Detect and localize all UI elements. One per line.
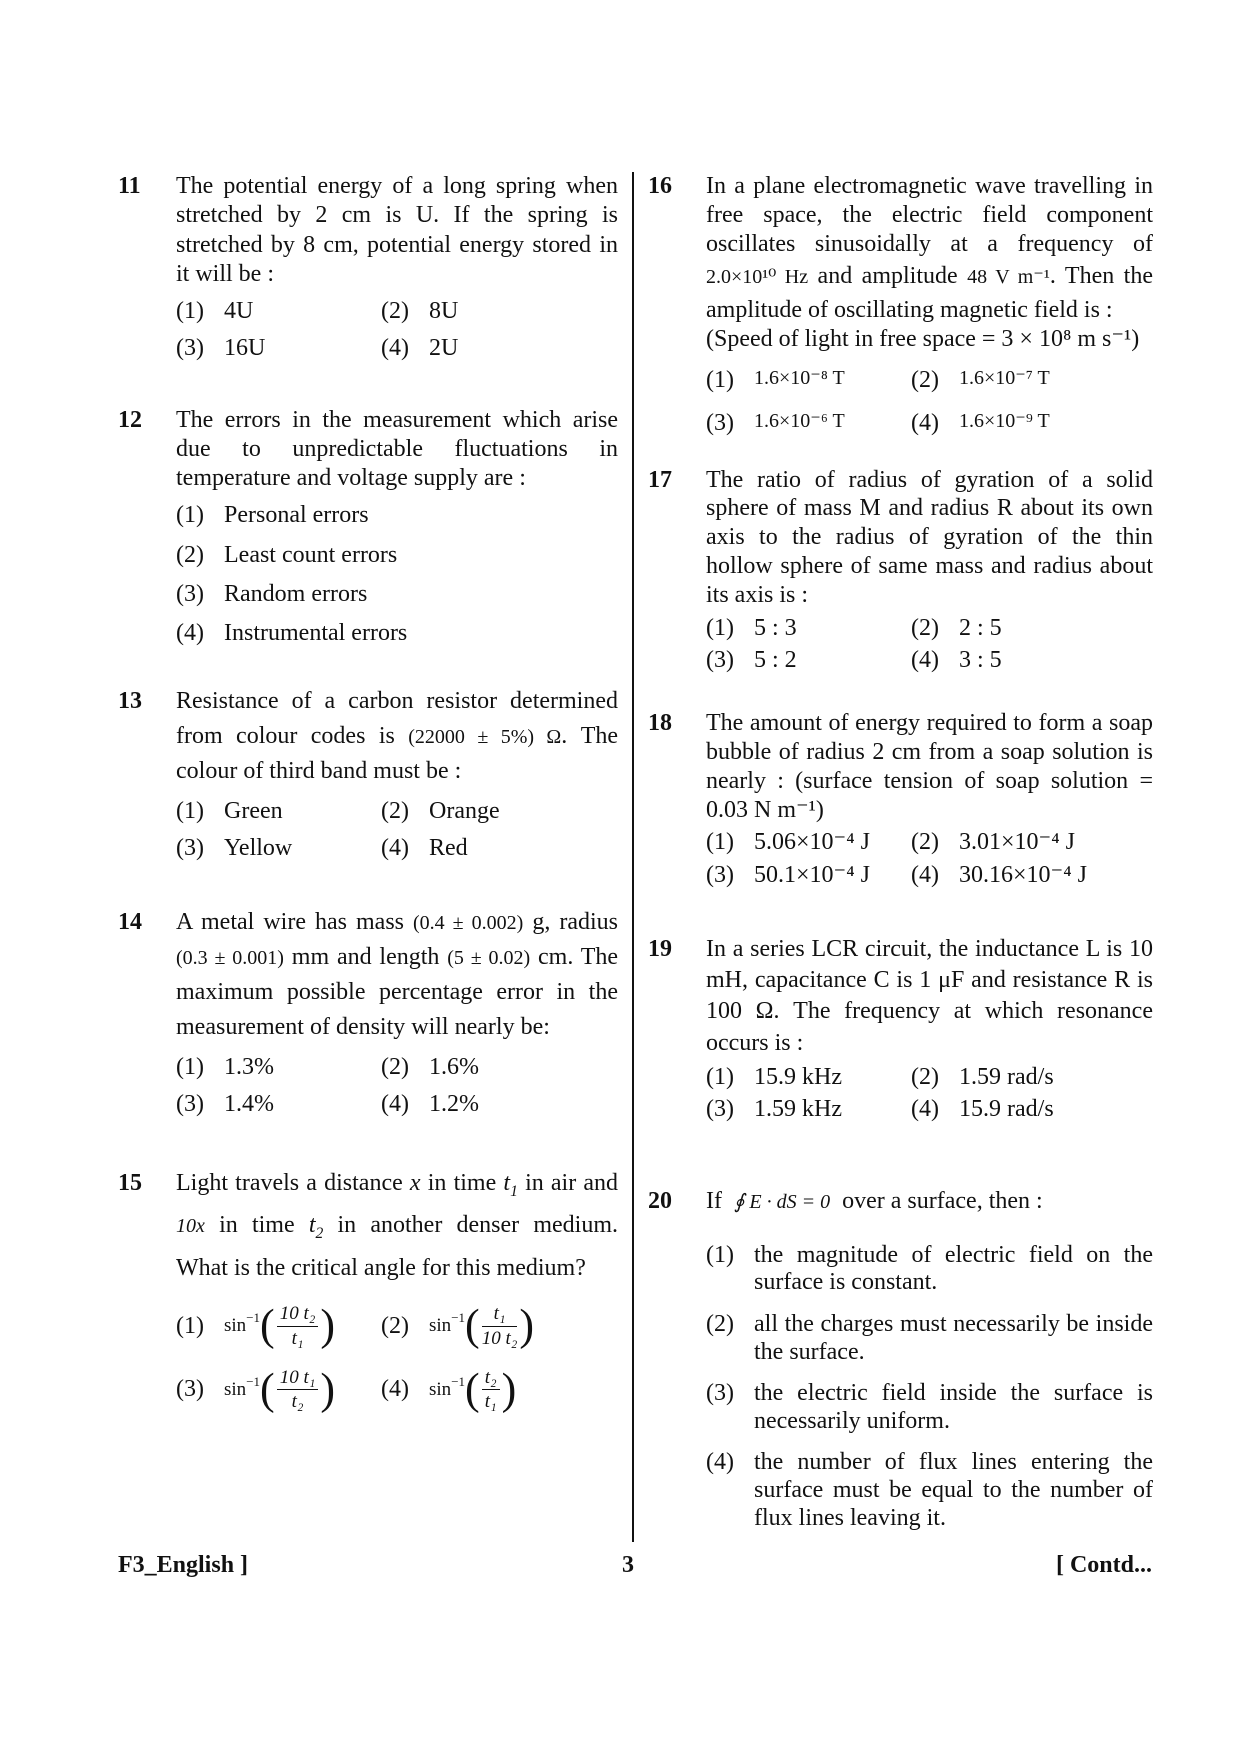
option-4[interactable]: (4) $\sin^{-1}$( $\frac{\text{t₂}}{\text{t₁}}$ )	[381, 1364, 517, 1414]
question-number: 15	[118, 1170, 142, 1197]
question-text: The amount of energy required to form a soap bubble of radius 2 cm from a soap solution is nearly : (surface tension of soap solution = 0.03 N m⁻¹)	[706, 710, 1153, 823]
question-17	[648, 466, 1153, 676]
option-1[interactable]: (1) 15.9 kHz	[706, 1063, 842, 1090]
option-1[interactable]: (1) 4U	[176, 298, 254, 325]
question-text: If ∮ E · dS = 0 over a surface, then :	[706, 1188, 1043, 1215]
question-number: 18	[648, 710, 672, 737]
question-text: The ratio of radius of gyration of a solid sphere of mass M and radius R about its own axis to the radius of gyration of the thin hollow sphere of same mass and radius about its axis is :	[706, 466, 1153, 608]
option-4[interactable]: (4) 2U	[381, 335, 459, 362]
option-3[interactable]: (3) 1.59 kHz	[706, 1096, 842, 1123]
question-19	[648, 934, 1153, 1124]
option-2[interactable]: (2) 8U	[381, 298, 459, 325]
question-text: Light travels a distance x in time $t_1$ in air and 10x in time $t_2$ in another denser medium. What is the critical angle for this medium?	[176, 1170, 619, 1281]
question-text: A metal wire has mass (0.4 ± 0.002) g, radius (0.3 ± 0.001) mm and length (5 ± 0.02) cm. The maximum possible percentage error in the measurement of density will nearly be:	[176, 909, 619, 1040]
option-1[interactable]: (1) Personal errors	[176, 502, 369, 529]
option-1[interactable]: (1) 5.06×10⁻⁴ J	[706, 829, 870, 856]
question-16	[648, 172, 1153, 438]
question-12	[118, 406, 618, 649]
option-1[interactable]: (1) Green	[176, 797, 283, 824]
option-4[interactable]: (4) 1.6×10⁻⁹ T	[911, 409, 1050, 436]
option-1[interactable]: (1) 1.6×10⁻⁸ T	[706, 366, 845, 393]
option-2[interactable]: (2) all the charges must necessarily be inside the surface.	[706, 1311, 1153, 1365]
question-15	[118, 1163, 618, 1413]
question-number: 19	[648, 935, 672, 962]
question-number: 20	[648, 1188, 672, 1215]
column-divider	[632, 172, 634, 1542]
question-number: 17	[648, 466, 672, 493]
option-2[interactable]: (2) 1.6%	[381, 1053, 479, 1080]
question-text: Resistance of a carbon resistor determined from colour codes is (22000 ± 5%) Ω. The colour of third band must be :	[176, 688, 619, 785]
option-3[interactable]: (3) the electric field inside the surface is necessarily uniform.	[706, 1380, 1153, 1434]
question-text: In a series LCR circuit, the inductance L is 10 mH, capacitance C is 1 μF and resistance R is 100 Ω. The frequency at which resonance occurs is :	[706, 935, 1153, 1056]
option-2[interactable]: (2) 2 : 5	[911, 614, 1002, 641]
footer-continued: [ Contd...	[1055, 1552, 1152, 1578]
option-3[interactable]: (3) 1.6×10⁻⁶ T	[706, 409, 845, 436]
option-2[interactable]: (2) 1.59 rad/s	[911, 1063, 1054, 1090]
option-4[interactable]: (4) 30.16×10⁻⁴ J	[911, 862, 1087, 889]
option-1[interactable]: (1) 1.3%	[176, 1053, 274, 1080]
option-2[interactable]: (2) Least count errors	[176, 541, 398, 568]
question-number: 11	[118, 173, 141, 199]
surface-integral: ∮ E · dS = 0	[733, 1191, 831, 1214]
option-4[interactable]: (4) the number of flux lines entering the surface must be equal to the number of flux lines leaving it.	[706, 1449, 1153, 1531]
option-2[interactable]: (2) 1.6×10⁻⁷ T	[911, 366, 1050, 393]
option-1[interactable]: (1) $\sin^{-1}$( $\frac{\text{10 t₂}}{\text{t₁}}$ )	[176, 1301, 335, 1351]
footer-page-number: 3	[622, 1552, 634, 1578]
option-4[interactable]: (4) 1.2%	[381, 1090, 479, 1117]
question-14	[118, 905, 618, 1119]
question-11	[118, 172, 618, 364]
option-3[interactable]: (3) 5 : 2	[706, 647, 797, 674]
question-20	[648, 1188, 1153, 1532]
option-4[interactable]: (4) Red	[381, 835, 468, 862]
question-text: The potential energy of a long spring when stretched by 2 cm is U. If the spring is stretched by 8 cm, potential energy stored in it will be :	[176, 173, 618, 287]
option-3[interactable]: (3) 16U	[176, 335, 266, 362]
question-number: 14	[118, 909, 142, 936]
question-number: 12	[118, 406, 142, 433]
question-18	[648, 709, 1153, 890]
option-3[interactable]: (3) $\sin^{-1}$( $\frac{\text{10 t₁}}{\text{t₂}}$ )	[176, 1364, 335, 1414]
option-3[interactable]: (3) Yellow	[176, 835, 293, 862]
question-13	[118, 684, 618, 863]
option-2[interactable]: (2) 3.01×10⁻⁴ J	[911, 829, 1075, 856]
footer-paper-code: F3_English ]	[118, 1552, 249, 1578]
left-column	[118, 172, 618, 1421]
option-2[interactable]: (2) Orange	[381, 797, 500, 824]
question-text: In a plane electromagnetic wave travelling in free space, the electric field component oscillates sinusoidally at a frequency of 2.0×10¹⁰ Hz and amplitude 48 V m⁻¹. Then the amplitude of oscillating magnetic field is : (Speed of light in free space = 3 × 10⁸ m s⁻¹)	[706, 173, 1153, 353]
option-3[interactable]: (3) Random errors	[176, 580, 368, 607]
option-1[interactable]: (1) 5 : 3	[706, 614, 797, 641]
resistance-expression: (22000 ± 5%) Ω	[408, 726, 562, 749]
option-2[interactable]: (2) $\sin^{-1}$( $\frac{\text{t₁}}{\text{10 t₂}}$ )	[381, 1301, 534, 1351]
question-number: 16	[648, 173, 672, 199]
option-1[interactable]: (1) the magnitude of electric field on the surface is constant.	[706, 1241, 1153, 1296]
right-column	[648, 172, 1153, 1546]
option-3[interactable]: (3) 50.1×10⁻⁴ J	[706, 862, 870, 889]
option-4[interactable]: (4) 15.9 rad/s	[911, 1096, 1054, 1123]
option-4[interactable]: (4) Instrumental errors	[176, 620, 408, 647]
question-text: The errors in the measurement which arise due to unpredictable fluctuations in temperature and voltage supply are :	[176, 406, 618, 492]
option-3[interactable]: (3) 1.4%	[176, 1090, 274, 1117]
option-4[interactable]: (4) 3 : 5	[911, 647, 1002, 674]
question-number: 13	[118, 688, 142, 715]
